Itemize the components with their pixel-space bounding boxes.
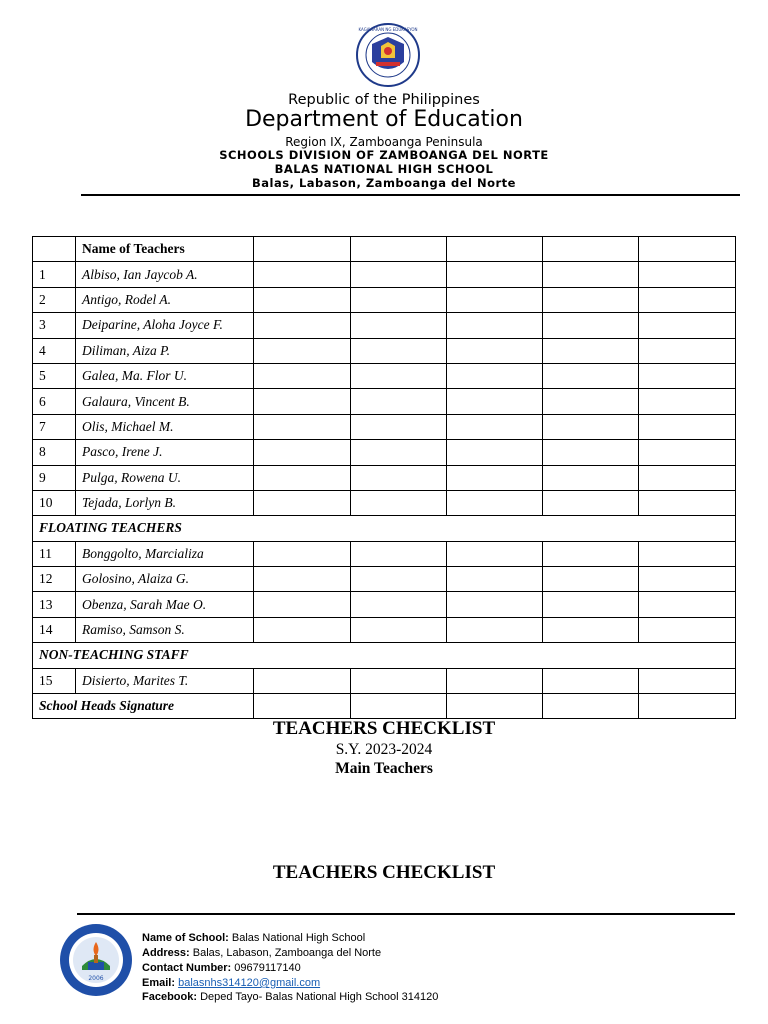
check-cell[interactable] (447, 363, 543, 388)
check-cell[interactable] (639, 313, 736, 338)
facebook-field-label: Facebook: (142, 991, 198, 1003)
check-cell[interactable] (447, 541, 543, 566)
signature-row (33, 694, 736, 719)
check-cell[interactable] (254, 541, 351, 566)
school-name-label: BALAS NATIONAL HIGH SCHOOL (274, 162, 494, 176)
check-cell[interactable] (543, 440, 639, 465)
address-value: Balas, Labason, Zamboanga del Norte (192, 947, 382, 959)
check-cell[interactable] (351, 363, 447, 388)
check-cell[interactable] (447, 592, 543, 617)
footer-divider (77, 913, 735, 915)
check-cell[interactable] (543, 567, 639, 592)
check-cell[interactable] (447, 440, 543, 465)
region-label: Region IX, Zamboanga Peninsula (285, 135, 483, 149)
deped-seal-icon (351, 22, 425, 88)
svg-text:KAGAWARAN NG EDUKASYON: KAGAWARAN NG EDUKASYON (358, 27, 418, 32)
checklist-title: TEACHERS CHECKLIST (272, 718, 496, 739)
table-row (33, 363, 736, 388)
check-cell[interactable] (447, 287, 543, 312)
check-cell[interactable] (254, 237, 351, 262)
school-name-field-label: Name of School: (142, 932, 229, 944)
table-header-row (33, 237, 736, 262)
teacher-name: Diliman, Aiza P. (76, 338, 254, 363)
name-header-cell: Name of Teachers (76, 237, 254, 262)
footer-facebook-line (142, 991, 438, 1003)
check-cell[interactable] (254, 262, 351, 287)
check-cell[interactable] (639, 287, 736, 312)
row-number: 1 (33, 262, 76, 287)
check-cell[interactable] (543, 414, 639, 439)
department-title: Department of Education (245, 107, 523, 132)
teacher-name: Tejada, Lorlyn B. (76, 490, 254, 515)
check-cell[interactable] (447, 237, 543, 262)
teacher-name: Ramiso, Samson S. (76, 617, 254, 642)
check-cell[interactable] (447, 668, 543, 693)
check-cell[interactable] (254, 414, 351, 439)
check-cell[interactable] (447, 389, 543, 414)
check-cell[interactable] (351, 287, 447, 312)
teacher-name: Antigo, Rodel A. (76, 287, 254, 312)
check-cell[interactable] (639, 338, 736, 363)
check-cell[interactable] (639, 541, 736, 566)
check-cell[interactable] (639, 389, 736, 414)
row-number: 14 (33, 617, 76, 642)
check-cell[interactable] (254, 617, 351, 642)
check-cell[interactable] (543, 237, 639, 262)
signature-cell[interactable] (543, 694, 639, 719)
teacher-name: Pulga, Rowena U. (76, 465, 254, 490)
check-cell[interactable] (447, 338, 543, 363)
table-row (33, 287, 736, 312)
check-cell[interactable] (543, 287, 639, 312)
check-cell[interactable] (447, 490, 543, 515)
section-row-nonteaching (33, 643, 736, 668)
row-number: 5 (33, 363, 76, 388)
table-row (33, 490, 736, 515)
check-cell[interactable] (254, 465, 351, 490)
check-cell[interactable] (639, 237, 736, 262)
check-cell[interactable] (254, 338, 351, 363)
teacher-name: Deiparine, Aloha Joyce F. (76, 313, 254, 338)
check-cell[interactable] (447, 262, 543, 287)
check-cell[interactable] (351, 440, 447, 465)
row-number: 7 (33, 414, 76, 439)
non-teaching-staff-section-label: NON-TEACHING STAFF (33, 643, 736, 668)
check-cell[interactable] (543, 541, 639, 566)
check-cell[interactable] (639, 592, 736, 617)
check-cell[interactable] (447, 617, 543, 642)
table-row (33, 541, 736, 566)
check-cell[interactable] (351, 592, 447, 617)
check-cell[interactable] (543, 389, 639, 414)
check-cell[interactable] (543, 262, 639, 287)
check-cell[interactable] (543, 592, 639, 617)
check-cell[interactable] (447, 313, 543, 338)
address-field-label: Address: (142, 947, 190, 959)
contact-value: 09679117140 (234, 962, 301, 974)
table-row (33, 338, 736, 363)
email-link[interactable]: balasnhs314120@gmail.com (178, 977, 321, 989)
check-cell[interactable] (254, 567, 351, 592)
table-row (33, 617, 736, 642)
main-teachers-subtitle: Main Teachers (335, 760, 433, 777)
row-number: 8 (33, 440, 76, 465)
check-cell[interactable] (351, 338, 447, 363)
check-cell[interactable] (639, 414, 736, 439)
table-row (33, 668, 736, 693)
check-cell[interactable] (254, 287, 351, 312)
footer-school-line (142, 932, 365, 944)
teachers-checklist-table (32, 236, 736, 719)
teacher-name: Golosino, Alaiza G. (76, 567, 254, 592)
check-cell[interactable] (639, 440, 736, 465)
facebook-value: Deped Tayo- Balas National High School 314120 (200, 991, 439, 1003)
signature-cell[interactable] (447, 694, 543, 719)
check-cell[interactable] (254, 440, 351, 465)
teacher-name: Obenza, Sarah Mae O. (76, 592, 254, 617)
staff-name: Disierto, Marites T. (76, 668, 254, 693)
check-cell[interactable] (254, 490, 351, 515)
check-cell[interactable] (351, 465, 447, 490)
check-cell[interactable] (543, 465, 639, 490)
row-number: 10 (33, 490, 76, 515)
check-cell[interactable] (351, 567, 447, 592)
teacher-name: Galaura, Vincent B. (76, 389, 254, 414)
row-number: 13 (33, 592, 76, 617)
table-row (33, 262, 736, 287)
table-row (33, 389, 736, 414)
republic-label: Republic of the Philippines (288, 92, 480, 108)
school-location-label: Balas, Labason, Zamboanga del Norte (252, 176, 516, 190)
footer-address-line (142, 947, 381, 959)
check-cell[interactable] (543, 490, 639, 515)
header-divider (81, 194, 740, 196)
check-cell[interactable] (543, 363, 639, 388)
check-cell[interactable] (543, 313, 639, 338)
table-row (33, 313, 736, 338)
check-cell[interactable] (351, 541, 447, 566)
check-cell[interactable] (639, 363, 736, 388)
table-row (33, 440, 736, 465)
check-cell[interactable] (351, 668, 447, 693)
teacher-name: Galea, Ma. Flor U. (76, 363, 254, 388)
section-row-floating (33, 516, 736, 541)
check-cell[interactable] (447, 414, 543, 439)
check-cell[interactable] (639, 668, 736, 693)
check-cell[interactable] (639, 490, 736, 515)
teacher-name: Pasco, Irene J. (76, 440, 254, 465)
teacher-name: Bonggolto, Marcializa (76, 541, 254, 566)
svg-text:2006: 2006 (88, 975, 104, 982)
check-cell[interactable] (447, 567, 543, 592)
check-cell[interactable] (639, 617, 736, 642)
check-cell[interactable] (351, 617, 447, 642)
row-number: 2 (33, 287, 76, 312)
contact-field-label: Contact Number: (142, 962, 232, 974)
table-row (33, 592, 736, 617)
row-number: 9 (33, 465, 76, 490)
check-cell[interactable] (254, 313, 351, 338)
check-cell[interactable] (254, 363, 351, 388)
check-cell[interactable] (254, 389, 351, 414)
signature-cell[interactable] (351, 694, 447, 719)
row-number: 3 (33, 313, 76, 338)
check-cell[interactable] (254, 668, 351, 693)
email-field-label: Email: (142, 977, 176, 989)
footer-contact-line (142, 962, 301, 974)
check-cell[interactable] (639, 465, 736, 490)
row-number: 12 (33, 567, 76, 592)
row-number: 4 (33, 338, 76, 363)
row-number: 11 (33, 541, 76, 566)
check-cell[interactable] (543, 668, 639, 693)
check-cell[interactable] (543, 338, 639, 363)
check-cell[interactable] (543, 617, 639, 642)
teacher-name: Olis, Michael M. (76, 414, 254, 439)
table-row (33, 567, 736, 592)
school-year-label: S.Y. 2023-2024 (335, 741, 433, 758)
number-header-cell (33, 237, 76, 262)
row-number: 6 (33, 389, 76, 414)
signature-cell[interactable] (639, 694, 736, 719)
checklist-title-repeat: TEACHERS CHECKLIST (272, 862, 496, 883)
table-row (33, 414, 736, 439)
check-cell[interactable] (351, 237, 447, 262)
row-number: 15 (33, 668, 76, 693)
check-cell[interactable] (351, 490, 447, 515)
school-logo-icon (58, 922, 134, 998)
check-cell[interactable] (639, 567, 736, 592)
check-cell[interactable] (351, 313, 447, 338)
division-label: SCHOOLS DIVISION OF ZAMBOANGA DEL NORTE (219, 148, 549, 162)
check-cell[interactable] (351, 262, 447, 287)
check-cell[interactable] (351, 389, 447, 414)
teacher-name: Albiso, Ian Jaycob A. (76, 262, 254, 287)
floating-teachers-section-label: FLOATING TEACHERS (33, 516, 736, 541)
signature-cell[interactable] (254, 694, 351, 719)
check-cell[interactable] (639, 262, 736, 287)
table-row (33, 465, 736, 490)
footer-email-line (142, 977, 320, 989)
check-cell[interactable] (254, 592, 351, 617)
check-cell[interactable] (351, 414, 447, 439)
school-heads-signature-label: School Heads Signature (33, 694, 254, 719)
school-name-value: Balas National High School (231, 932, 366, 944)
check-cell[interactable] (447, 465, 543, 490)
